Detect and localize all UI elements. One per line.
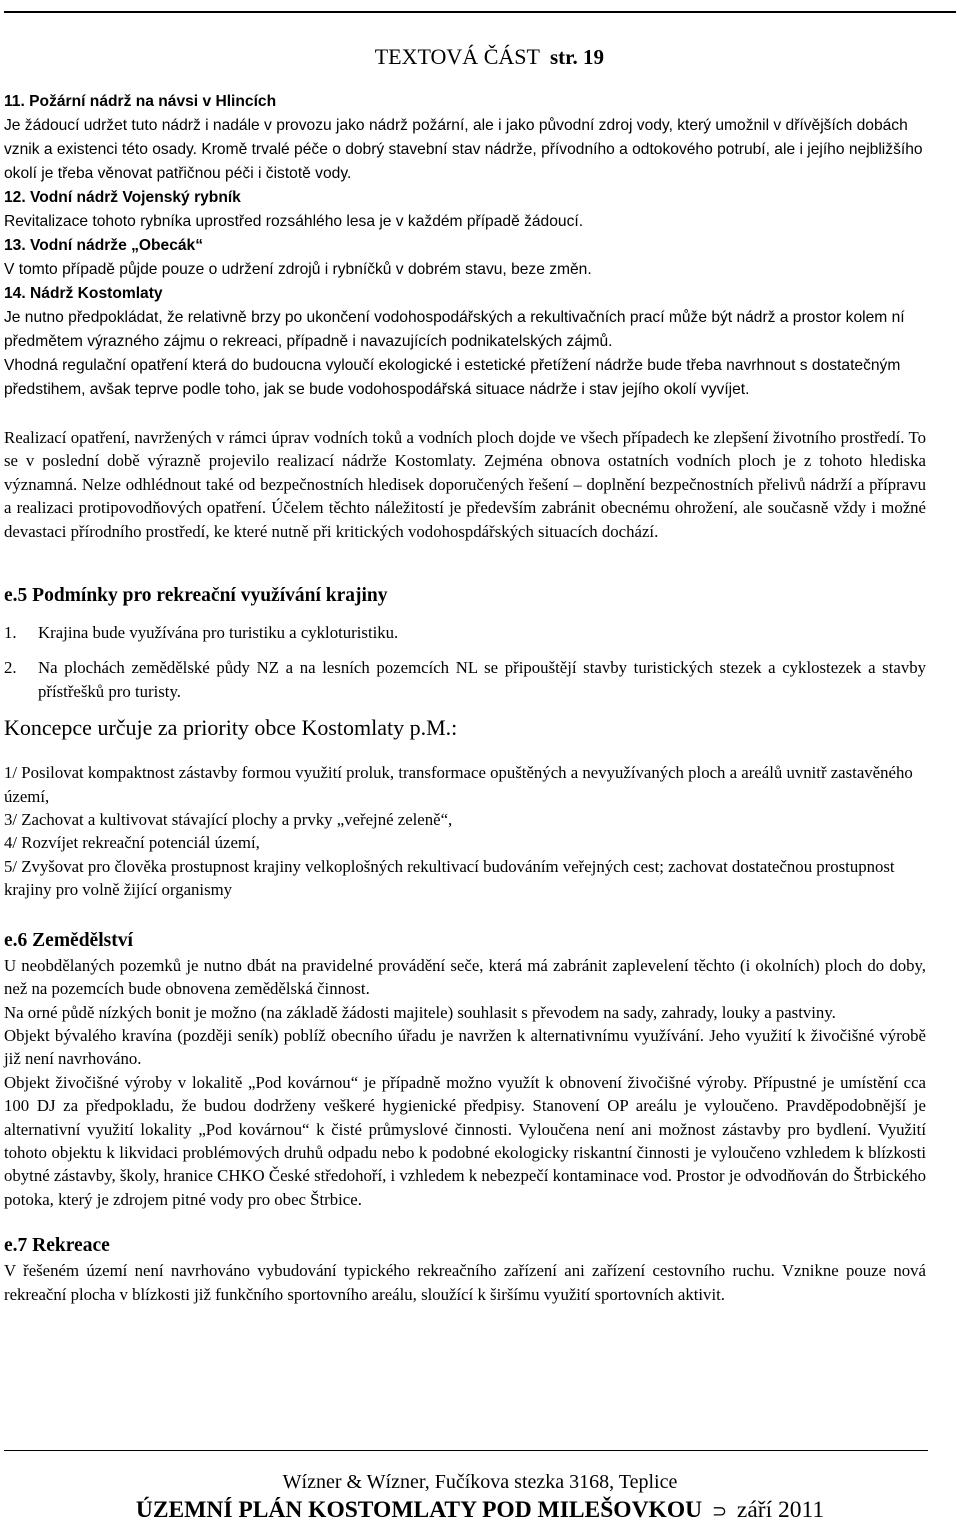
list-item [4,656,926,703]
list-item-number: 1. [4,623,17,643]
footer-date: září 2011 [736,1497,825,1523]
section-body-11: Je žádoucí udržet tuto nádrž i nadále v provozu jako nádrž požární, ale i jako původní zdroj vody, který umožnil v dřívějších dobách vznik a existenci této osady. Kromě trvalé péče o dobrý stavební stav nádrže, přívodního a odtokového potrubí, ale i jejího nejbližšího okolí je třeba věnovat patřičnou péči i čistotě vody. [4,117,923,182]
page-number: str. 19 [549,45,604,69]
section-heading-e6: e.6 Zemědělství [4,929,133,951]
list-item-text: Na plochách zemědělské půdy NZ a na lesních pozemcích NL se připouštějí stavby turistických stezek a cyklostezek a stavby přístřešků pro turisty. [38,658,926,701]
section-heading-11: 11. Požární nádrž na návsi v Hlincích [4,93,277,110]
e6-paragraph: Objekt bývalého kravína (později seník) poblíž obecního úřadu je navržen k alternativnímu využívání. Jeho využití k živočišné výrobě již není navrhováno. [4,1025,926,1069]
section-heading-e7: e.7 Rekreace [4,1235,110,1257]
section-heading-e5: e.5 Podmínky pro rekreační využívání krajiny [4,585,388,607]
priority-item: 5/ Zvyšovat pro člověka prostupnost krajiny velkoplošných rekultivací budováním veřejných cest; zachovat dostatečnou prostupnost krajiny pro volně žijící organismy [4,856,895,900]
list-item-text: Krajina bude využívána pro turistiku a cykloturistiku. [38,623,399,643]
footer-authors: Wízner & Wízner, Fučíkova stezka 3168, Teplice [282,1471,678,1493]
priority-item: 3/ Zachovat a kultivovat stávající plochy a prvky „veřejné zeleně“, [4,810,453,830]
e6-paragraph: Na orné půdě nízkých bonit je možno (na základě žádosti majitele) souhlasit s převodem na sady, zahrady, louky a pastviny. [4,1002,836,1022]
priority-item: 1/ Posilovat kompaktnost zástavby formou využití proluk, transformace opuštěných a nevyužívaných ploch a areálů uvnitř zastavěného území, [4,763,913,806]
header-title: TEXTOVÁ ČÁST [374,44,540,69]
section-heading-14: 14. Nádrž Kostomlaty [4,285,163,302]
page-header [375,44,604,70]
section-body-14-a: Je nutno předpokládat, že relativně brzy po ukončení vodohospodářských a rekultivačních prací může být nádrž a prostor kolem ní předmětem výrazného zájmu o rekreaci, případně i navazujících podnikatelských zájmů. [4,309,905,350]
top-rule [4,11,956,13]
document-content [4,90,926,1306]
section-heading-13: 13. Vodní nádrže „Obecák“ [4,237,204,254]
realizace-paragraph: Realizací opatření, navržených v rámci úprav vodních toků a vodních ploch dojde ve všech případech ke zlepšení životního prostředí. To se v poslední době výrazně projevilo realizací nádrže Kostomlaty. Zejména obnova ostatních vodních ploch je z tohoto hlediska významná. Nelze odhlédnout také od bezpečnostních hledisek doporučených řešení – doplnění bezpečnostních přelivů nádrží a přípravu a realizaci protipovodňových opatření. Účelem těchto náležitostí je především zabránit obecnému ohrožení, ale současně vždy i možné devastaci přírodního prostředí, ke které nutně při kritických vodohospdářských situacích dochází. [4,428,926,541]
priority-item: 4/ Rozvíjet rekreační potenciál území, [4,833,260,853]
list-item [4,621,926,644]
list-item-number: 2. [4,658,17,678]
section-body-12: Revitalizace tohoto rybníka uprostřed rozsáhlého lesa je v každém případě žádoucí. [4,213,584,230]
section-body-13: V tomto případě půjde pouze o udržení zdrojů i rybníčků v dobrém stavu, beze změn. [4,261,592,278]
section-heading-12: 12. Vodní nádrž Vojenský rybník [4,189,241,206]
koncepce-heading: Koncepce určuje za priority obce Kostomlaty p.M.: [4,715,458,741]
superset-symbol: ⊃ [711,1501,728,1522]
footer-rule [4,1450,928,1451]
section-body-14-b: Vhodná regulační opatření která do budoucna vyloučí ekologické i estetické přetížení nádrže bude třeba navrhnout s dostatečným předstihem, avšak teprve podle toho, jak se bude vodohospodářská situace nádrže i stav jejího okolí vyvíjet. [4,357,901,398]
e6-paragraph: U neobdělaných pozemků je nutno dbát na pravidelné provádění seče, která má zabránit zaplevelení těchto (i okolních) ploch do doby, než na pozemcích bude obnovena zemědělská činnost. [4,955,926,999]
e7-paragraph: V řešeném území není navrhováno vybudování typického rekreačního zařízení ani zařízení cestovního ruchu. Vznikne pouze nová rekreační plocha v blízkosti již funkčního sportovního areálu, sloužící k širšímu využití sportovních aktivit. [4,1261,926,1304]
e6-paragraph: Objekt živočišné výroby v lokalitě „Pod kovárnou“ je případně možno využít k obnovení živočišné výroby. Přípustné je umístění cca 100 DJ za předpokladu, že budou dodrženy veškeré hygienické předpisy. Stanovení OP areálu je vyloučeno. Pravděpodobnější je alternativní využití lokality „Pod kovárnou“ k čisté průmyslové činnosti. Vyloučena není ani možnost zástavby pro bydlení. Využití tohoto objektu k likvidaci problémových druhů odpadu nebo k podobné ekologicky riskantní činnosti je vyloučeno vzhledem k blízkosti obytné zástavby, školy, hranice CHKO České středohoří, i vzhledem k nebezpečí kontaminace vod. Prostor je odvodňován do Štrbického potoka, který je zdrojem pitné vody pro obec Štrbice. [4,1072,926,1209]
footer-plan-title: ÚZEMNÍ PLÁN KOSTOMLATY POD MILEŠOVKOU [135,1497,703,1523]
